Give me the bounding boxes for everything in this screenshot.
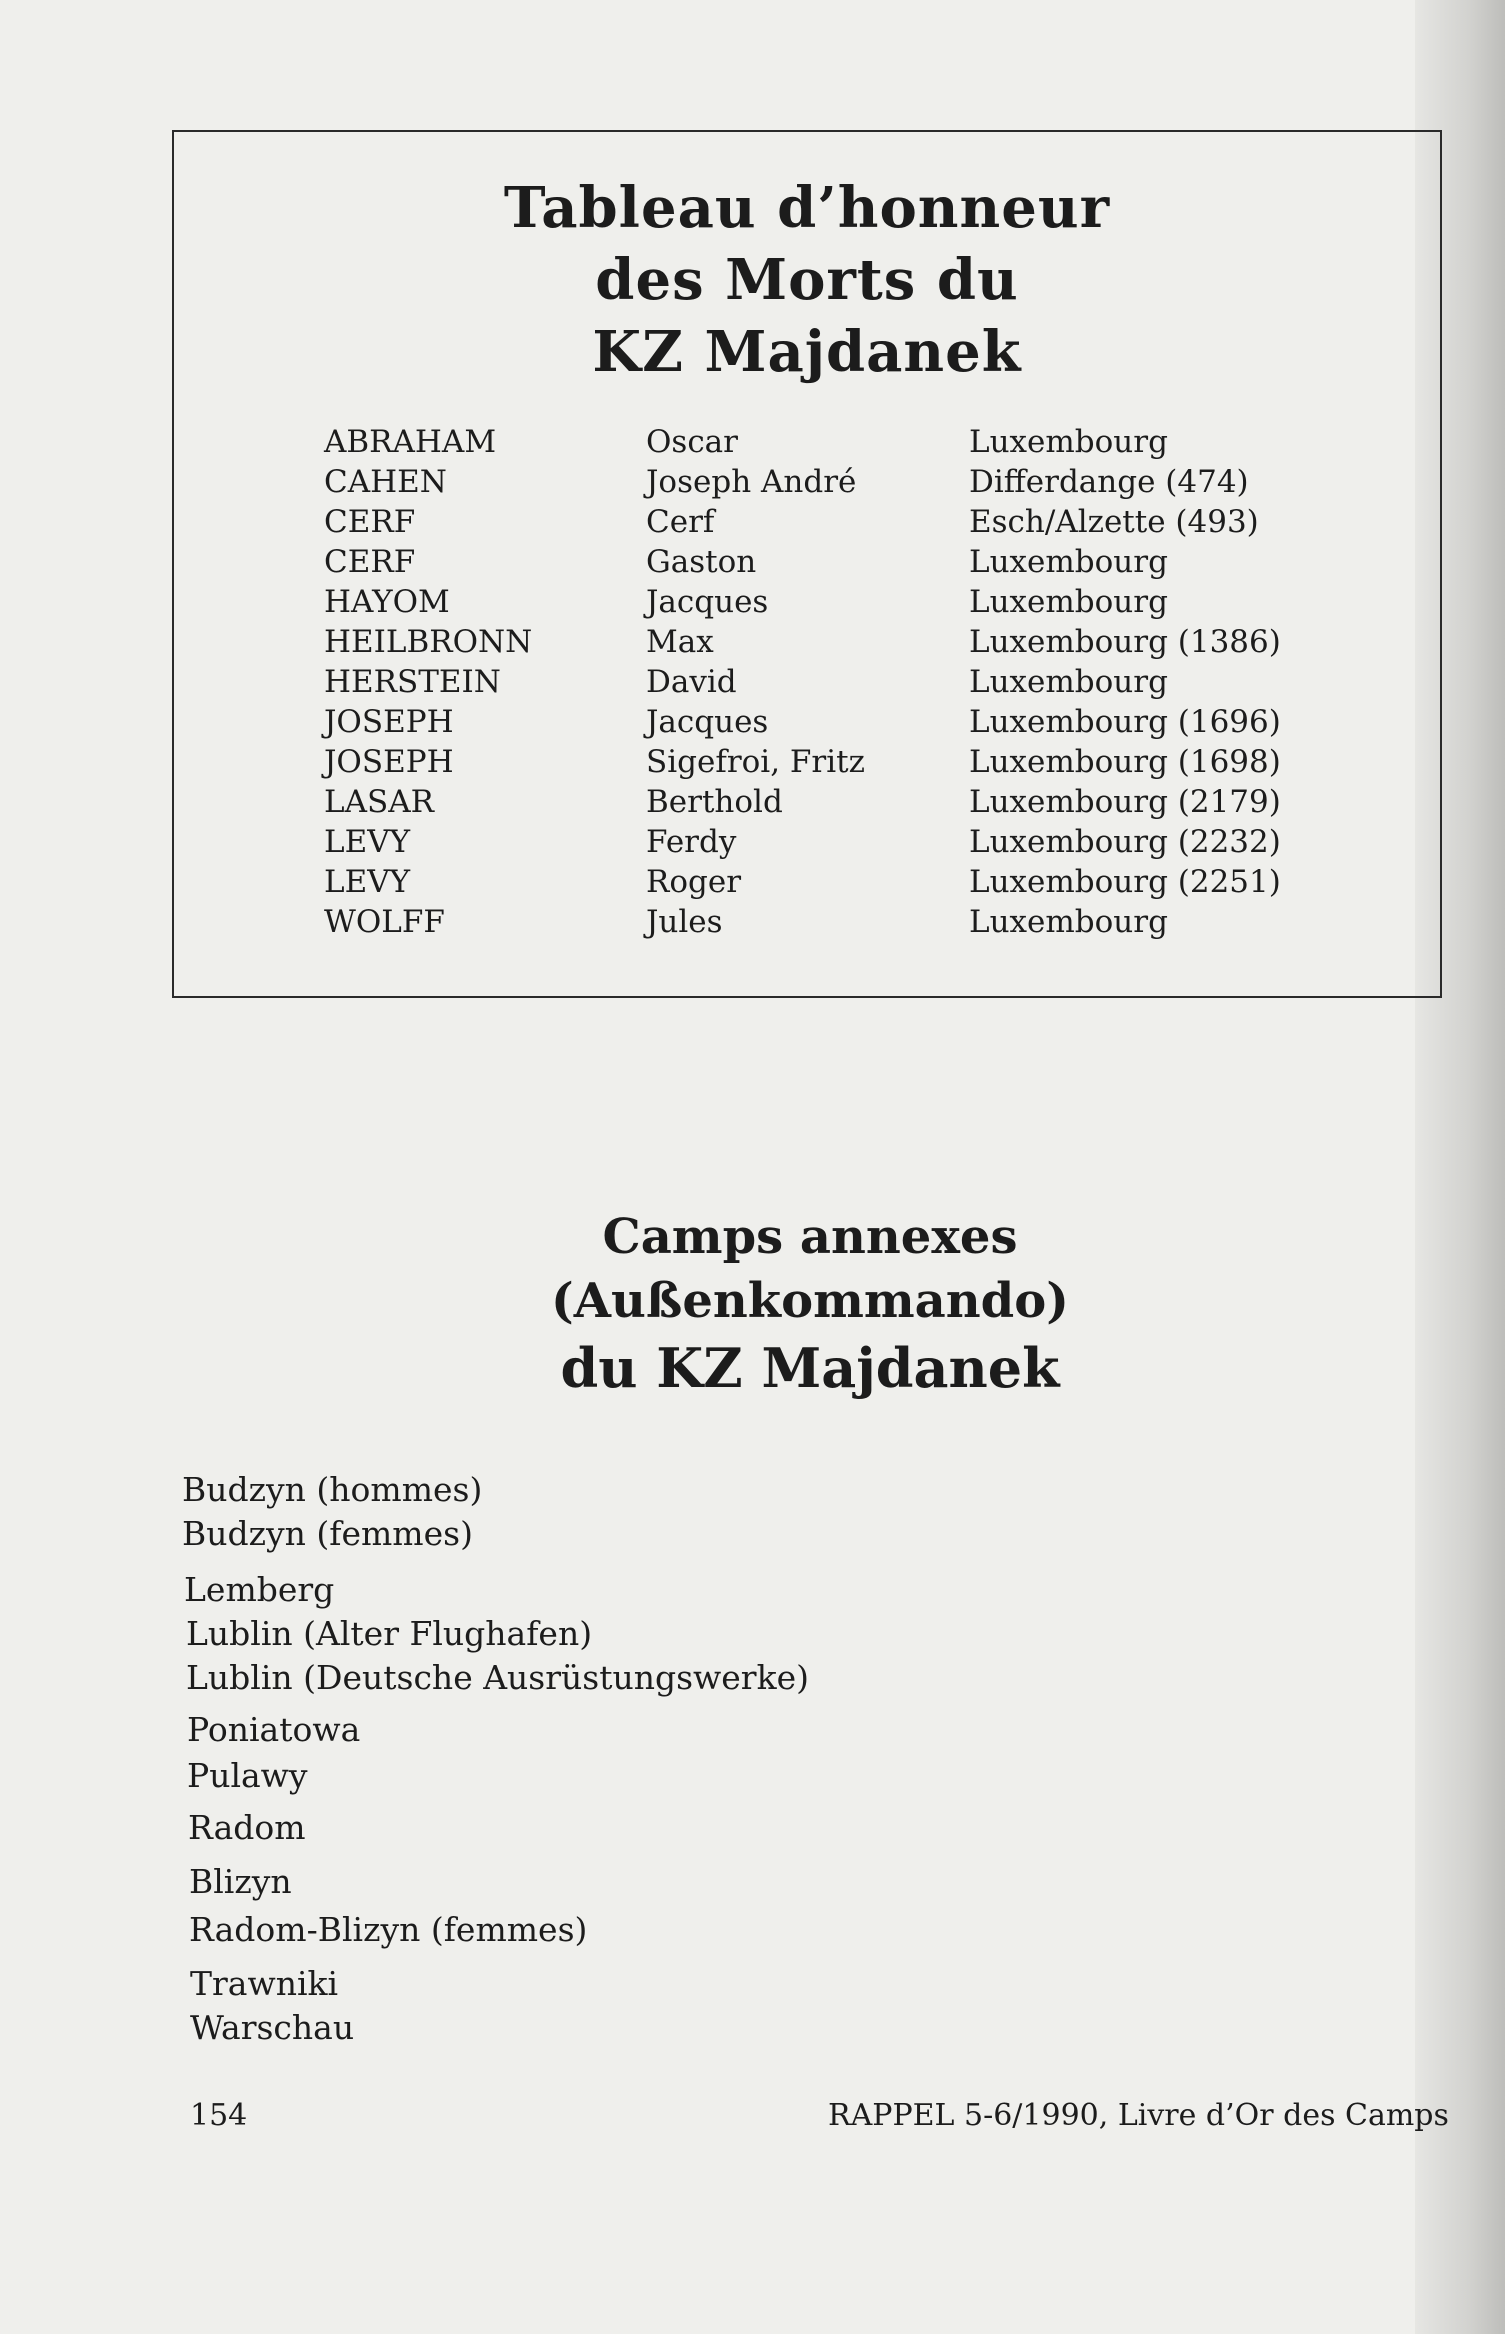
honor-roll-row <box>324 502 1324 542</box>
camp-item: Lublin (Deutsche Ausrüstungswerke) <box>186 1658 809 1697</box>
last-name: CERF <box>324 544 416 580</box>
annex-title-line: du KZ Majdanek <box>560 1336 1060 1400</box>
place: Differdange (474) <box>969 464 1249 500</box>
honor-title-line: des Morts du <box>595 247 1019 313</box>
place: Luxembourg (2232) <box>969 824 1281 860</box>
first-name: Oscar <box>646 424 738 460</box>
honor-roll-row <box>324 662 1324 702</box>
camp-item: Budzyn (hommes) <box>182 1470 483 1509</box>
last-name: LEVY <box>324 824 411 860</box>
honor-roll-row <box>324 862 1324 902</box>
first-name: Sigefroi, Fritz <box>646 744 865 780</box>
camp-item: Blizyn <box>189 1862 292 1901</box>
honor-roll-title <box>174 172 1440 388</box>
honor-roll-row <box>324 542 1324 582</box>
honor-roll-row <box>324 622 1324 662</box>
honor-title-line: KZ Majdanek <box>592 319 1022 385</box>
camp-item: Lemberg <box>184 1570 335 1609</box>
page-number: 154 <box>190 2098 248 2133</box>
last-name: LASAR <box>324 784 434 820</box>
last-name: LEVY <box>324 864 411 900</box>
place: Luxembourg <box>969 584 1168 620</box>
camp-item: Pulawy <box>187 1756 308 1795</box>
last-name: WOLFF <box>324 904 445 940</box>
first-name: Jules <box>646 904 723 940</box>
first-name: Max <box>646 624 714 660</box>
last-name: JOSEPH <box>324 704 454 740</box>
honor-roll-list <box>324 422 1324 942</box>
last-name: HERSTEIN <box>324 664 501 700</box>
camp-item: Lublin (Alter Flughafen) <box>186 1614 593 1653</box>
first-name: Jacques <box>646 584 769 620</box>
first-name: Joseph André <box>646 464 857 500</box>
camp-item: Radom <box>188 1808 306 1847</box>
honor-roll-row <box>324 902 1324 942</box>
first-name: David <box>646 664 737 700</box>
place: Luxembourg <box>969 904 1168 940</box>
last-name: ABRAHAM <box>324 424 497 460</box>
last-name: JOSEPH <box>324 744 454 780</box>
place: Luxembourg (2179) <box>969 784 1281 820</box>
place: Luxembourg (1698) <box>969 744 1281 780</box>
first-name: Cerf <box>646 504 715 540</box>
camp-item: Budzyn (femmes) <box>182 1514 473 1553</box>
honor-roll-box <box>172 130 1442 998</box>
camp-item: Warschau <box>190 2008 355 2047</box>
first-name: Ferdy <box>646 824 737 860</box>
place: Luxembourg <box>969 424 1168 460</box>
honor-roll-row <box>324 822 1324 862</box>
first-name: Roger <box>646 864 742 900</box>
last-name: CERF <box>324 504 416 540</box>
last-name: HEILBRONN <box>324 624 533 660</box>
place: Esch/Alzette (493) <box>969 504 1259 540</box>
place: Luxembourg (1696) <box>969 704 1281 740</box>
honor-title-line: Tableau d’honneur <box>503 175 1111 241</box>
last-name: HAYOM <box>324 584 450 620</box>
honor-roll-row <box>324 782 1324 822</box>
last-name: CAHEN <box>324 464 447 500</box>
annex-title-line: (Außenkommando) <box>551 1273 1069 1329</box>
first-name: Berthold <box>646 784 783 820</box>
honor-roll-row <box>324 702 1324 742</box>
first-name: Jacques <box>646 704 769 740</box>
camp-item: Trawniki <box>190 1964 339 2003</box>
camp-item: Radom-Blizyn (femmes) <box>189 1910 588 1949</box>
honor-roll-row <box>324 582 1324 622</box>
place: Luxembourg (1386) <box>969 624 1281 660</box>
camp-item: Poniatowa <box>187 1710 361 1749</box>
honor-roll-row <box>324 742 1324 782</box>
honor-roll-row <box>324 422 1324 462</box>
annex-title-line: Camps annexes <box>602 1209 1018 1265</box>
honor-roll-row <box>324 462 1324 502</box>
footer-source: RAPPEL 5-6/1990, Livre d’Or des Camps <box>828 2098 1449 2133</box>
first-name: Gaston <box>646 544 757 580</box>
place: Luxembourg <box>969 544 1168 580</box>
place: Luxembourg <box>969 664 1168 700</box>
annex-camps-title <box>420 1205 1200 1403</box>
place: Luxembourg (2251) <box>969 864 1281 900</box>
